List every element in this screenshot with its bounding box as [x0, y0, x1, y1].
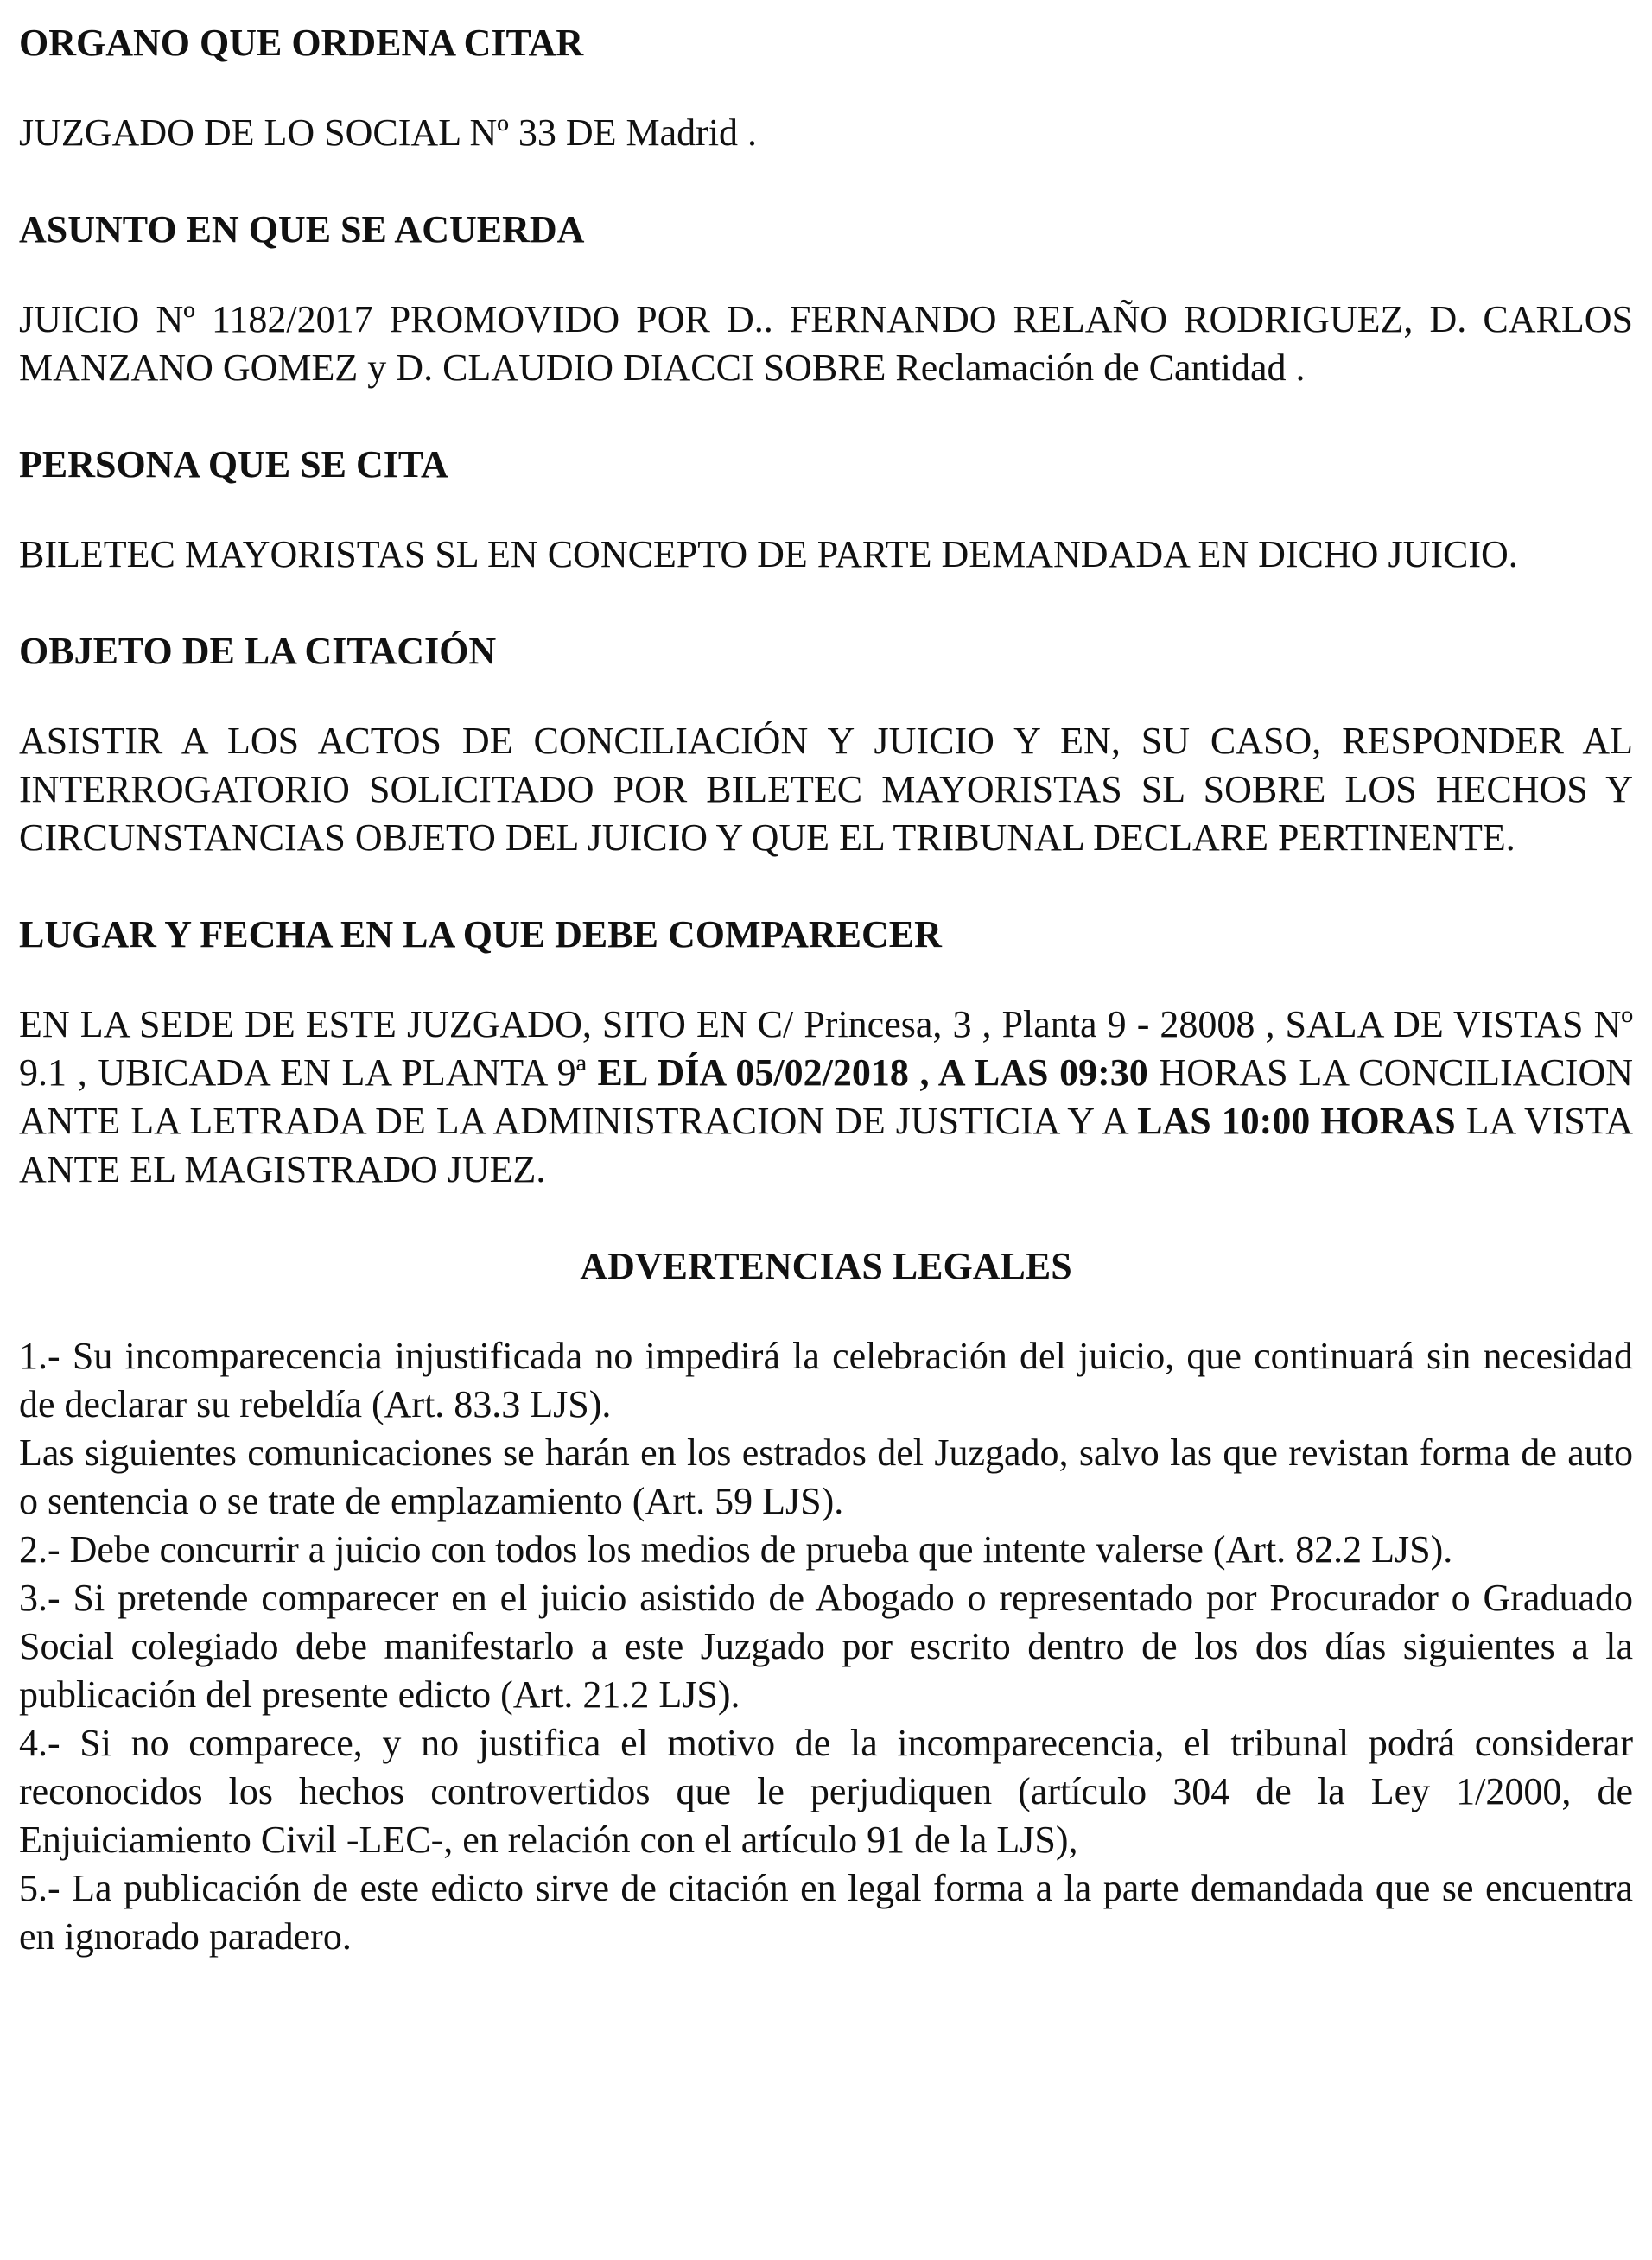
text-persona: BILETEC MAYORISTAS SL EN CONCEPTO DE PARTE DEMANDADA EN DICHO JUICIO.	[19, 533, 1518, 575]
lugar-text-1: EN LA SEDE DE ESTE JUZGADO, SITO EN C/ Princesa, 3 , Planta 9 - 28008 , SALA DE VISTAS Nº 9.1 , UBICADA EN LA PLANTA 9ª	[19, 1003, 1633, 1094]
advertencia-item: 4.- Si no comparece, y no justifica el motivo de la incomparecencia, el tribunal podrá considerar reconocidos los hechos controvertidos que le perjudiquen (artículo 304 de la Ley 1/2000, de Enjuiciamiento Civil -LEC-, en relación con el artículo 91 de la LJS),	[19, 1722, 1633, 1861]
advertencia-item: 1.- Su incomparecencia injustificada no impedirá la celebración del juicio, que continuará sin necesidad de declarar su rebeldía (Art. 83.3 LJS).	[19, 1335, 1633, 1425]
heading-asunto: ASUNTO EN QUE SE ACUERDA	[19, 208, 585, 251]
text-organo: JUZGADO DE LO SOCIAL Nº 33 DE Madrid .	[19, 111, 758, 154]
text-lugar	[19, 1000, 1633, 1194]
heading-organo: ORGANO QUE ORDENA CITAR	[19, 22, 584, 64]
document-page	[19, 19, 1633, 1961]
advertencia-item: 5.- La publicación de este edicto sirve de citación en legal forma a la parte demandada que se encuentra en ignorado paradero.	[19, 1867, 1633, 1958]
advertencia-item: Las siguientes comunicaciones se harán en los estrados del Juzgado, salvo las que revistan forma de auto o sentencia o se trate de emplazamiento (Art. 59 LJS).	[19, 1432, 1633, 1522]
lugar-date-time-conciliacion: EL DÍA 05/02/2018 , A LAS 09:30	[597, 1051, 1148, 1094]
advertencia-item: 2.- Debe concurrir a juicio con todos los medios de prueba que intente valerse (Art. 82.2 LJS).	[19, 1528, 1453, 1571]
lugar-text-3: LA VISTA ANTE EL MAGISTRADO JUEZ.	[19, 1100, 1633, 1190]
advertencia-item: 3.- Si pretende comparecer en el juicio asistido de Abogado o representado por Procurador o Graduado Social colegiado debe manifestarlo a este Juzgado por escrito dentro de los dos días siguientes a la publicación del presente edicto (Art. 21.2 LJS).	[19, 1577, 1633, 1716]
lugar-text-2: HORAS LA CONCILIACION ANTE LA LETRADA DE LA ADMINISTRACION DE JUSTICIA Y A	[19, 1051, 1633, 1142]
heading-objeto: OBJETO DE LA CITACIÓN	[19, 630, 497, 672]
lugar-time-vista: LAS 10:00 HORAS	[1137, 1100, 1456, 1142]
heading-lugar: LUGAR Y FECHA EN LA QUE DEBE COMPARECER	[19, 913, 942, 955]
text-asunto: JUICIO Nº 1182/2017 PROMOVIDO POR D.. FERNANDO RELAÑO RODRIGUEZ, D. CARLOS MANZANO GOMEZ y D. CLAUDIO DIACCI SOBRE Reclamación de Cantidad .	[19, 298, 1633, 389]
heading-persona: PERSONA QUE SE CITA	[19, 443, 448, 486]
heading-advertencias: ADVERTENCIAS LEGALES	[580, 1245, 1072, 1287]
text-objeto: ASISTIR A LOS ACTOS DE CONCILIACIÓN Y JUICIO Y EN, SU CASO, RESPONDER AL INTERROGATORIO SOLICITADO POR BILETEC MAYORISTAS SL SOBRE LOS HECHOS Y CIRCUNSTANCIAS OBJETO DEL JUICIO Y QUE EL TRIBUNAL DECLARE PERTINENTE.	[19, 720, 1633, 859]
